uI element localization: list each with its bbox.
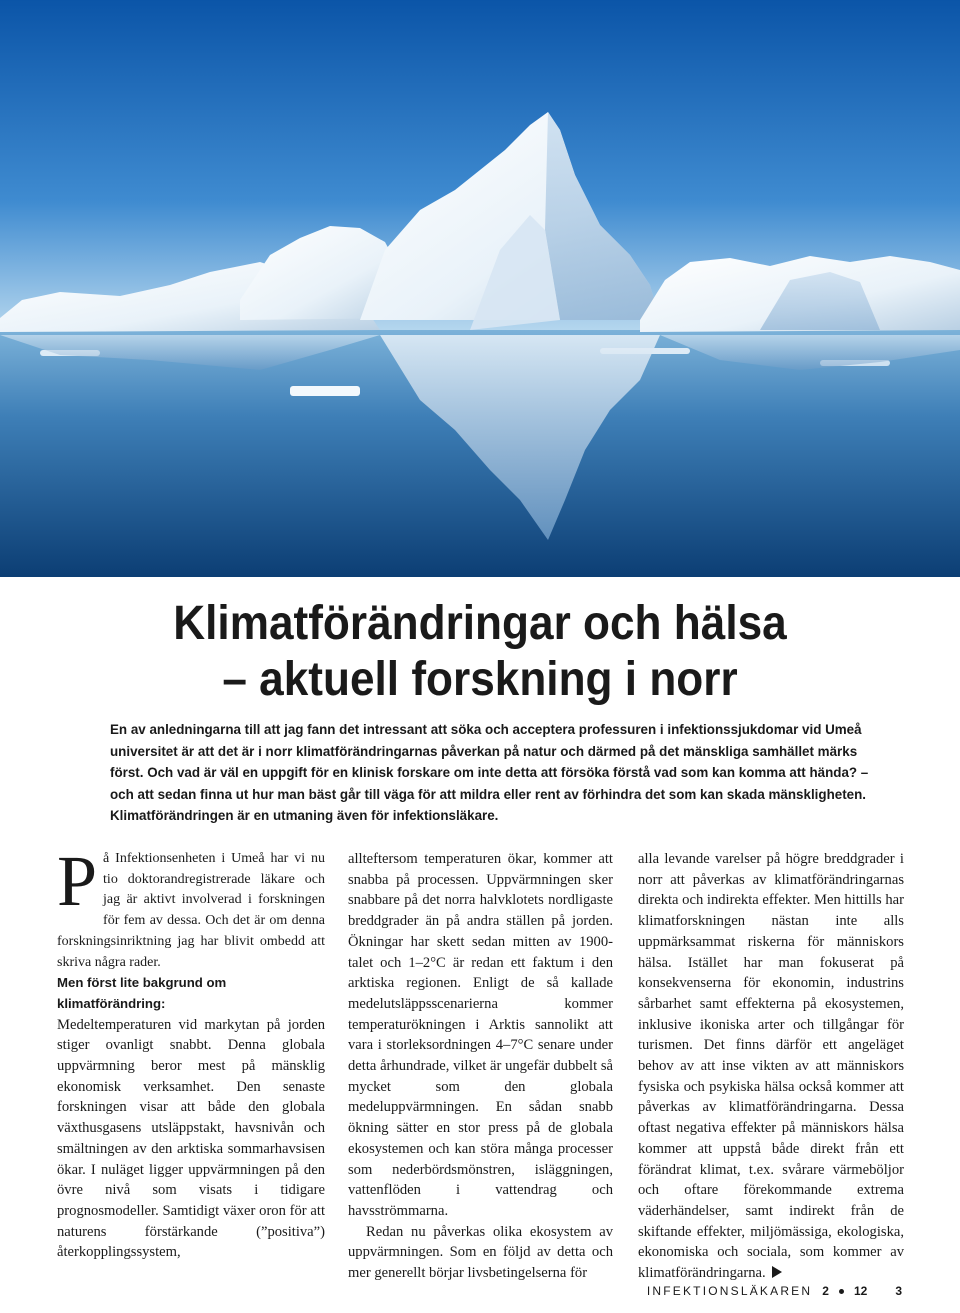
body-paragraph: Redan nu påverkas olika ekosystem av uppvärmningen. Som en följd av detta och mer generellt börjar livsbetingelserna för — [348, 1223, 613, 1282]
body-paragraph — [638, 849, 904, 1284]
intro-text: å Infektionsenheten i Umeå har vi nu tio doktorandregistrerade läkare och jag är aktivt involverad i forskningen för fem av dessa. Och det är om denna forskningsinriktning jag har blivit ombedd att skriva några rader. — [57, 851, 325, 970]
hero-photo — [0, 0, 960, 577]
magazine-name: INFEKTIONSLÄKAREN — [646, 1284, 813, 1298]
article-title-line2: – aktuell forskning i norr — [222, 653, 738, 706]
dropcap: P — [57, 841, 98, 921]
body-paragraph: Medeltemperaturen vid markytan på jorden stiger ovanligt snabbt. Denna globala uppvärmning beror mest på mänsklig ekonomisk verksamhet. Den senaste forskningen visar att både den globala växthusgasens utsläppstakt, havsnivån och smältningen av den arktiska sommarhavsisen ökar. I nuläget ligger uppvärmningen på den övre nivå som visats i tidigare prognosmodeller. Samtidigt växer oron för att naturens förstärkande (”positiva”) återkopplingssystem, — [57, 1016, 325, 1261]
page-footer — [647, 1284, 902, 1298]
body-column-1 — [57, 841, 325, 1263]
article-title — [38, 596, 921, 708]
subheading: Men först lite bakgrund om klimatförändring: — [57, 975, 227, 1011]
issue-year: 12 — [853, 1284, 868, 1298]
body-column-3 — [638, 849, 904, 1284]
issue-number: 2 — [822, 1284, 829, 1298]
body-paragraph: allteftersom temperaturen ökar, kommer att snabba på processen. Uppvärmningen sker snabbare på det norra halvklotets nordligaste breddgrader än på andra ställen på jorden. Ökningar har skett sedan mitten av 1900-talet och 1–2°C är redan ett faktum i den arktiska regionen. Enligt de så kallade medelutsläppsscenarierna kommer temperaturökningen i Arktis sannolikt att vara i storleksordningen 4–7°C senare under detta århundrade, vilket är ungefär dubbelt så mycket som den globala medeluppvärmningen. En sådan snabb ökning sätter en stor press på de globala ekosystemen och kan störa många processer som nederbördsmönstren, isläggningen, vattenflöden i vattendrag och havsströmmarna. — [348, 851, 613, 1219]
separator-dot-icon — [839, 1289, 844, 1294]
end-arrow-icon — [772, 1266, 782, 1278]
article-ingress: En av anledningarna till att jag fann det intressant att söka och acceptera professuren i infektionssjukdomar vid Umeå universitet är att det är i norr klimatförändringarnas påverkan på natur och därmed på det mänskliga samhället märks först. Och vad är väl en uppgift för en klinisk forskare om inte detta att försöka förstå vad som kan komma att hända? – och att sedan finna ut hur man bäst går till väga för att mildra eller rent av förhindra det som kan skada mänskligheten. Klimatförändringen är en utmaning även för infektionsläkare. — [110, 722, 869, 824]
body-text: alla levande varelser på högre breddgrader i norr att påverkas av klimatförändringarnas direkta och indirekta effekter. Men hittills har klimatforskningen nästan inte alls uppmärksammat riskerna för människors hälsa. Istället har man fokuserat på konsekvenserna för ekonomin, industrins sårbarhet samt effekterna på ekosystemen, inklusive ikoniska arter och tillgångar för turismen. Det finns därför ett angeläget behov av att inse vikten av att människors fysiska och psykiska hälsa också kommer att påverkas av klimatförändringarna. Dessa oftast negativa effekter på människors hälsa kommer att uppstå både direkt från ett förändrat klimat, t.ex. svårare värmeböljor och oftare förekommande extrema väderhändelser, samt indirekt från de skiftande effekter, miljömässiga, ekologiska, ekonomiska och sociala, som kommer av klimatförändringarna. — [638, 851, 904, 1282]
page-number: 3 — [895, 1284, 902, 1298]
article-title-line1: Klimatförändringar och hälsa — [173, 597, 787, 650]
intro-paragraph — [57, 841, 325, 973]
body-column-2 — [348, 849, 613, 1284]
iceberg-photo — [0, 0, 960, 577]
